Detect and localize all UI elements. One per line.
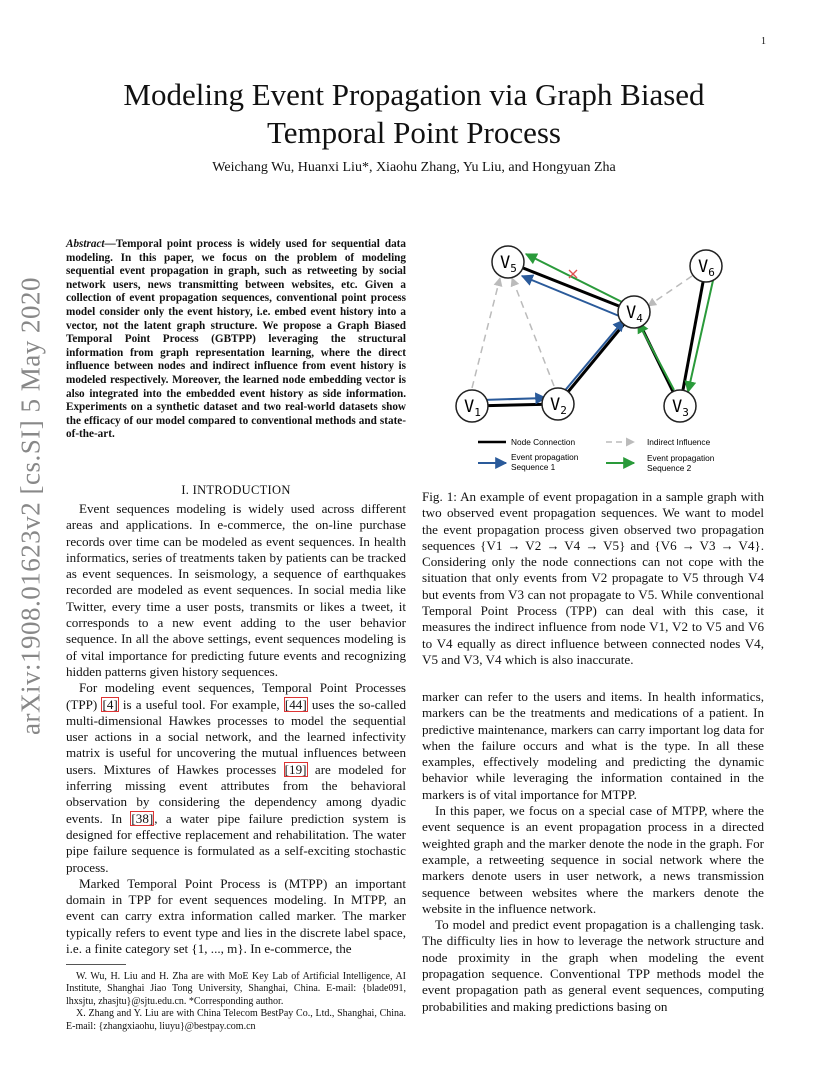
- seq1-v4-v5: [522, 276, 624, 318]
- author-list: Weichang Wu, Huanxi Liu*, Xiaohu Zhang, Yu Liu, and Hongyuan Zha: [212, 160, 616, 175]
- paper-title: [70, 76, 758, 152]
- node-label: $V_1$: [464, 397, 481, 419]
- right-paragraph-3: To model and predict event propagation is a challenging task. The difficulty lies in how to leverage the network structure and node proximity in the graph when modeling the event propagation sequence. Conventional TPP methods model the event propagation path as general event sequences, computing probabilities and making predictions basing on: [422, 917, 764, 1014]
- abstract: [66, 238, 406, 442]
- legend-node-connection: Node Connection: [511, 437, 576, 447]
- citation-link-38[interactable]: [38]: [131, 810, 154, 826]
- propagation-graph: [424, 232, 764, 482]
- right-paragraph-1: marker can refer to the users and items. In health informatics, markers can be the treatments and medications of a patient. In predictive maintenance, markers can carry important log data for when the failure occurs and what is the type. In all these examples, effectively modeling and predicting the dynamic behavior while leveraging the information contained in the markers is of vital importance for MTPP.: [422, 689, 764, 802]
- intro-p2-text-d: are modeled for inferring missing event attributes from the behavioral observation by considering the dependency among dyadic events. In: [66, 761, 406, 826]
- abstract-label: Abstract: [66, 238, 105, 250]
- node-v5: [492, 246, 524, 278]
- legend-seq2-line2: Sequence 2: [647, 463, 692, 473]
- node-v2: [542, 388, 574, 420]
- legend-seq2-line1: Event propagation: [647, 453, 715, 463]
- page-number: 1: [761, 36, 766, 47]
- footnote-affiliation-2: X. Zhang and Y. Liu are with China Telecom BestPay Co., Ltd., Shanghai, China. E-mail: {zhangxiaohu, liuyu}@bestpay.com.cn: [66, 1008, 406, 1032]
- node-label: $V_5$: [500, 253, 517, 275]
- edge-v2-v4: [558, 312, 634, 404]
- seq2-v4-v5-blocked: [526, 254, 626, 304]
- title-line-2: Temporal Point Process: [266, 115, 561, 150]
- graph-nodes: [456, 246, 722, 422]
- legend: [478, 437, 715, 473]
- footnotes: [66, 964, 406, 1033]
- node-label: $V_2$: [550, 395, 567, 417]
- intro-p2-text-c: uses the so-called multi-dimensional Hawkes processes to model the sequential user actions in a social network, and the learned infectivity matrix is useful for uncovering the mutual influences between users. Mixtures of Hawkes processes: [66, 696, 406, 777]
- arxiv-id: arXiv:1908.01623v2 [cs.SI] 5 May 2020: [15, 277, 46, 735]
- intro-p2-text-b: is a useful tool. For example,: [118, 696, 284, 712]
- figure-1-caption: Fig. 1: An example of event propagation in a sample graph with two observed event propagation sequences. We want to model the event propagation process given observed two propagation sequences {V1 → V2 → V4 → V5} and {V6 → V3 → V4}. Considering only the node connections can not cope with the situation that only events from V2 propagate to V5 through V4 but events from V3 can not propagate to V5. While conventional Temporal Point Process (TPP) can deal with this case, it measures the indirect influence from node V1, V2 to V5 and V6 to V4 equally as direct influence between connected nodes V4, V5 and V3, V4 which is also inaccurate.: [422, 489, 764, 667]
- section-heading: I. INTRODUCTION: [181, 483, 291, 497]
- edge-v5-v4: [508, 262, 634, 312]
- citation-link-19[interactable]: [19]: [284, 761, 307, 777]
- intro-p2-text-a: For modeling event sequences, Temporal Point Processes (TPP): [66, 680, 406, 712]
- node-v1: [456, 390, 488, 422]
- node-label: $V_3$: [672, 397, 689, 419]
- indirect-v1-v5: [472, 278, 500, 388]
- footnote-affiliation-1: W. Wu, H. Liu and H. Zha are with MoE Key Lab of Artificial Intelligence, AI Institute, Shanghai Jiao Tong University, Shanghai, China. E-mail: {blade091, lhxsjtu, zhasjtu}@sjtu.edu.cn. *Corresponding author.: [66, 971, 406, 1007]
- intro-paragraph-3: Marked Temporal Point Process is (MTPP) an important domain in TPP for event sequences modeling. In MTPP, an event can carry extra information called marker. The marker typically refers to event type and lies in the discrete label space, i.e. a finite category set {1, ..., m}. In e-commerce, the: [66, 875, 406, 957]
- legend-seq1-line2: Sequence 1: [511, 462, 556, 472]
- node-label: $V_4$: [626, 303, 643, 325]
- node-v6: [690, 250, 722, 282]
- legend-seq1-line1: Event propagation: [511, 452, 579, 462]
- seq1-v1-v2: [482, 398, 546, 400]
- legend-indirect-influence: Indirect Influence: [647, 437, 711, 447]
- seq1-v2-v4: [562, 320, 624, 394]
- indirect-v2-v5: [512, 278, 554, 386]
- right-paragraph-2: In this paper, we focus on a special case of MTPP, where the event sequence is an event propagation process in a directed weighted graph and the marker denote the node in the graph. For example, a retweeting sequence in social network where the markers denote users in user network, a news transmission sequence between websites where the markers denote the website in the influence network.: [422, 803, 764, 916]
- footnote-rule: [66, 964, 126, 965]
- node-label: $V_6$: [698, 257, 715, 279]
- citation-link-44[interactable]: [44]: [284, 696, 307, 712]
- citation-link-4[interactable]: [4]: [102, 696, 118, 712]
- edge-v6-v3: [680, 266, 706, 406]
- title-line-1: Modeling Event Propagation via Graph Biased: [123, 77, 705, 112]
- node-v3: [664, 390, 696, 422]
- intro-p2-text-e: , a water pipe failure prediction system is designed for effective replacement and rehabilitation. The water pipe failure sequence is formulated as a self-exciting stochastic process.: [66, 810, 406, 875]
- indirect-v6-v4: [648, 276, 692, 306]
- intro-left-column: [66, 501, 406, 957]
- figure-1: [424, 232, 764, 482]
- intro-right-column: [422, 689, 764, 1015]
- abstract-text: —Temporal point process is widely used for sequential data modeling. In this paper, we focus on the problem of modeling sequential event propagation in graph, such as retweeting by social network users, news transmitting between websites, etc. Given a collection of event propagation sequences, conventional point process model consider only the event history, i.e. embed event history into a vector, not the latent graph structure. We propose a Graph Biased Temporal Point Process (GBTPP) leveraging the structural information from graph representation learning, where the direct influence between nodes and indirect influence from event history is modeled respectively. Moreover, the learned node embedding vector is also integrated into the embedded event history as side information. Experiments on a synthetic dataset and two real-world datasets show the efficacy of our model compared to conventional methods and state-of-the-art.: [66, 238, 406, 441]
- arxiv-stamp: [8, 277, 54, 735]
- node-v4: [618, 296, 650, 328]
- intro-paragraph-1: Event sequences modeling is widely used across different areas and applications. In e-commerce, the on-line purchase records over time can be modeled as event sequences. In health informatics, series of treatments taken by patients can be tracked as event sequences. In seismology, a sequence of earthquakes recorded are modeled as event sequences. In social media like Twitter, every time a user posts, transmits or likes a tweet, it corresponds to a new event adding to the user behavior sequence. In all the above settings, event sequences modeling is of vital importance for predicting future events and recognizing hidden patterns given history sequences.: [66, 501, 406, 679]
- intro-paragraph-2: [66, 680, 406, 876]
- seq2-v3-v4: [638, 322, 674, 390]
